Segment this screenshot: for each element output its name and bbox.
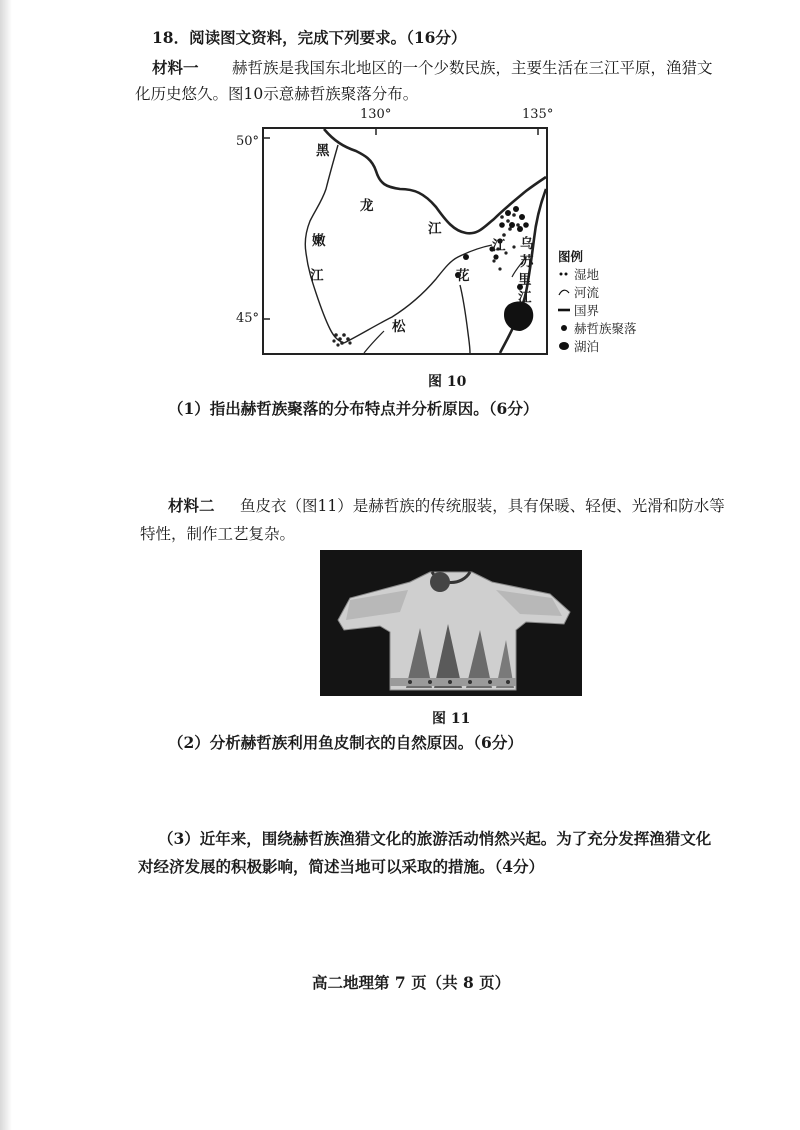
river-songhua: [344, 245, 492, 343]
map-label-song: 松: [392, 319, 406, 335]
map-label-wu: 乌: [520, 236, 534, 252]
settlement-symbol-icon: [558, 320, 570, 338]
map-label-jiang1: 江: [428, 221, 442, 237]
figure-11-caption: 图 11: [432, 711, 471, 727]
wetland-symbol-icon: [558, 266, 570, 284]
legend-river: [558, 284, 637, 302]
map-label-jiang2: 江: [310, 268, 324, 284]
garment-drawing: [320, 550, 582, 696]
question-1: （1）指出赫哲族聚落的分布特点并分析原因。（6分）: [168, 399, 539, 418]
legend-title: 图例: [558, 249, 584, 264]
figure-10-caption: 图 10: [428, 374, 467, 390]
map-label-su: 苏: [520, 254, 534, 270]
legend-wetland-label: 湿地: [574, 267, 600, 282]
map-label-jiang3: 江: [492, 238, 506, 254]
map-legend: [558, 248, 637, 356]
legend-settlement-label: 赫哲族聚落: [574, 321, 637, 336]
map-label-jiang4: 江: [518, 290, 532, 306]
river-symbol-icon: [558, 284, 570, 302]
scan-edge-shadow: [0, 0, 12, 1130]
legend-lake-label: 湖泊: [574, 339, 600, 354]
map-label-li: 里: [518, 272, 532, 288]
legend-lake: [558, 338, 637, 356]
legend-border-label: 国界: [574, 303, 600, 318]
page-footer: 高二地理第 7 页（共 8 页）: [312, 973, 511, 992]
lake-symbol-icon: [558, 338, 570, 356]
latitude-50: 50°: [236, 134, 260, 149]
fish-skin-garment-photo: [320, 550, 582, 696]
legend-wetland: [558, 266, 637, 284]
question-heading: 18．阅读图文资料，完成下列要求。（16分）: [152, 28, 467, 47]
question-3-line1: （3）近年来，围绕赫哲族渔猎文化的旅游活动悄然兴起。为了充分发挥渔猎文化: [158, 829, 712, 848]
map-label-hua: 花: [456, 268, 470, 284]
map-label-hei: 黑: [316, 143, 330, 159]
material1-line2: 化历史悠久。图10示意赫哲族聚落分布。: [135, 85, 419, 103]
river-tributary: [460, 285, 470, 353]
material2-line1: 鱼皮衣（图11）是赫哲族的传统服装，具有保暖、轻便、光滑和防水等: [240, 497, 725, 515]
longitude-135: 135°: [522, 107, 554, 122]
legend-border: [558, 302, 637, 320]
question-2: （2）分析赫哲族利用鱼皮制衣的自然原因。（6分）: [168, 733, 523, 752]
latitude-45: 45°: [236, 311, 260, 326]
map-label-nen: 嫩: [312, 233, 326, 249]
wetland-west: [332, 333, 351, 346]
legend-river-label: 河流: [574, 285, 600, 300]
material2-line2: 特性，制作工艺复杂。: [140, 525, 296, 543]
material1-line1: 赫哲族是我国东北地区的一个少数民族，主要生活在三江平原，渔猎文: [232, 59, 713, 77]
legend-settlement: [558, 320, 637, 338]
map-label-long: 龙: [360, 198, 374, 214]
question-3-line2: 对经济发展的积极影响，简述当地可以采取的措施。（4分）: [138, 857, 545, 876]
material2-label: 材料二: [168, 496, 215, 515]
longitude-130: 130°: [360, 107, 392, 122]
material1-label: 材料一: [152, 58, 199, 77]
border-symbol-icon: [558, 302, 570, 320]
river-south: [364, 331, 384, 353]
